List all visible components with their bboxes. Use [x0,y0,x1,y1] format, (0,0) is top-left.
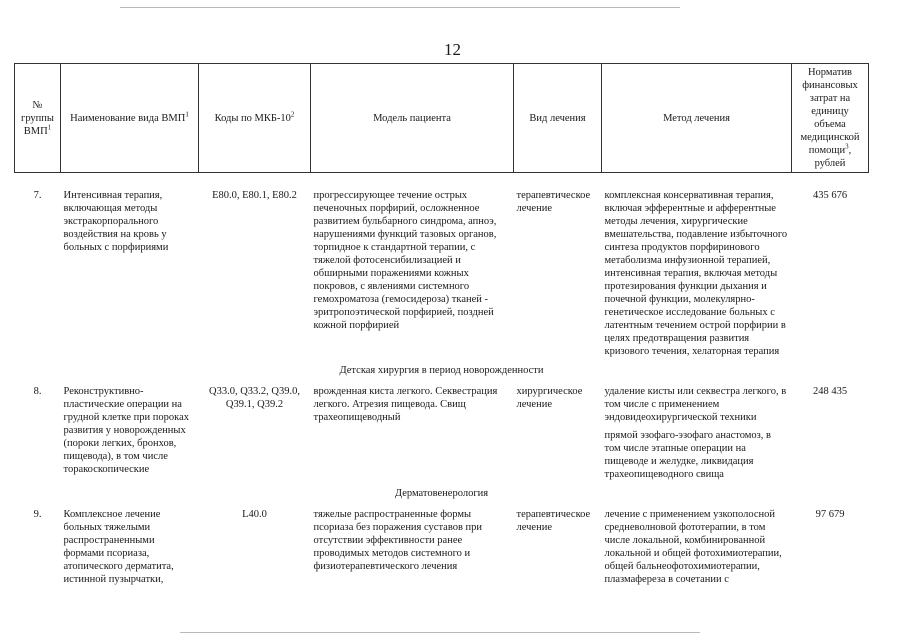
section-row [15,360,869,383]
cost-value: 248 435 [812,386,848,397]
treatment-method [602,383,792,483]
treatment-type: хирургическое лечение [516,386,583,410]
vmp-name: Комплексное лечение больных тяжелыми распространенными формами псориаза, атопического дерматита, истинной пузырчатки, [63,509,174,585]
row-number: 8. [33,386,42,397]
icd-codes: Q33.0, Q33.2, Q39.0, Q39.1, Q39.2 [209,386,300,410]
treatment-method-part: прямой эзофаго-эзофаго анастомоз, в том числе этапные операции на пищеводе и желудке, ликвидация трахеопищеводного свища [604,430,772,480]
table-row [15,187,869,360]
scan-artifact-top [120,7,680,8]
patient-model: тяжелые распространенные формы псориаза без поражения суставов при отсутствии эффективности ранее проводимых методов системного и физиотерапевтического лечения [313,509,483,572]
scan-artifact-bottom [180,632,700,633]
treatment-type: терапевтическое лечение [516,190,591,214]
section-row [15,483,869,506]
header-cost-standard: Норматив финансовых затрат на единицу объема медицинской помощи$^3$, рублей [792,64,869,173]
header-treatment-method: Метод лечения [602,64,792,173]
table-row [15,506,869,588]
treatment-type: терапевтическое лечение [516,509,591,533]
cost-value: 435 676 [812,190,848,201]
patient-model: врожденная киста легкого. Секвестрация легкого. Атрезия пищевода. Свищ трахеопищеводный [313,386,498,423]
treatment-method-part: удаление кисты или секвестра легкого, в том числе с применением эндовидеохирургической техники [604,386,787,423]
treatment-method: комплексная консервативная терапия, включая эфферентные и афферентные методы лечения, хирургические вмешательства, подавление избыточного синтеза продуктов порфиринового метаболизма инфузионной терапией, интенсивная терапия, включая методы протезирования функции дыхания и почечной функции, молекулярно-генетическое исследование больных с латентным течением острой порфирии в целях предотвращения развития кризового течения, хелаторная терапия [604,190,788,357]
spacer-row [15,173,869,188]
row-number: 7. [33,190,42,201]
header-vmp-name: Наименование вида ВМП$^1$ [61,64,199,173]
page-number: 12 [444,40,461,59]
row-number: 9. [33,509,42,520]
vmp-name: Реконструктивно-пластические операции на грудной клетке при пороках развития у новорожденных (пороки легких, бронхов, пищевода), в том числе торакоскопические [63,386,190,475]
header-group-number: № группы ВМП$^1$ [15,64,61,173]
section-title-pediatric-surgery: Детская хирургия в период новорожденности [339,365,544,376]
section-title-dermatovenereology: Дерматовенерология [394,488,489,499]
treatment-method: лечение с применением узкополосной средневолновой фототерапии, в том числе локальной, комбинированной локальной и общей фотохимиотерапии, общей бальнеофотохимиотерапии, плазмафереза в сочетании с [604,509,782,585]
icd-codes: E80.0, E80.1, E80.2 [212,190,297,201]
header-patient-model: Модель пациента [311,64,514,173]
icd-codes: L40.0 [242,509,267,520]
header-icd-codes: Коды по МКБ-$10^2$ [199,64,311,173]
patient-model: прогрессирующее течение острых печеночных порфирий, осложненное развитием бульбарного синдрома, апноэ, нарушениями функций тазовых органов, торпидное к стандартной терапии, с тяжелой фотосенсибилизацией и обширными поражениями кожных покровов, с явлениями системного гемохроматоза (гемосидероза) тканей - эритропоэтической порфирией, поздней кожной порфирией [313,190,497,331]
table-row [15,383,869,483]
vmp-table [14,63,869,588]
header-treatment-type: Вид лечения [514,64,602,173]
vmp-name: Интенсивная терапия, включающая методы экстракорпорального воздействия на кровь у больных с порфириями [63,190,169,253]
table-header-row [15,64,869,173]
cost-value: 97 679 [815,509,845,520]
